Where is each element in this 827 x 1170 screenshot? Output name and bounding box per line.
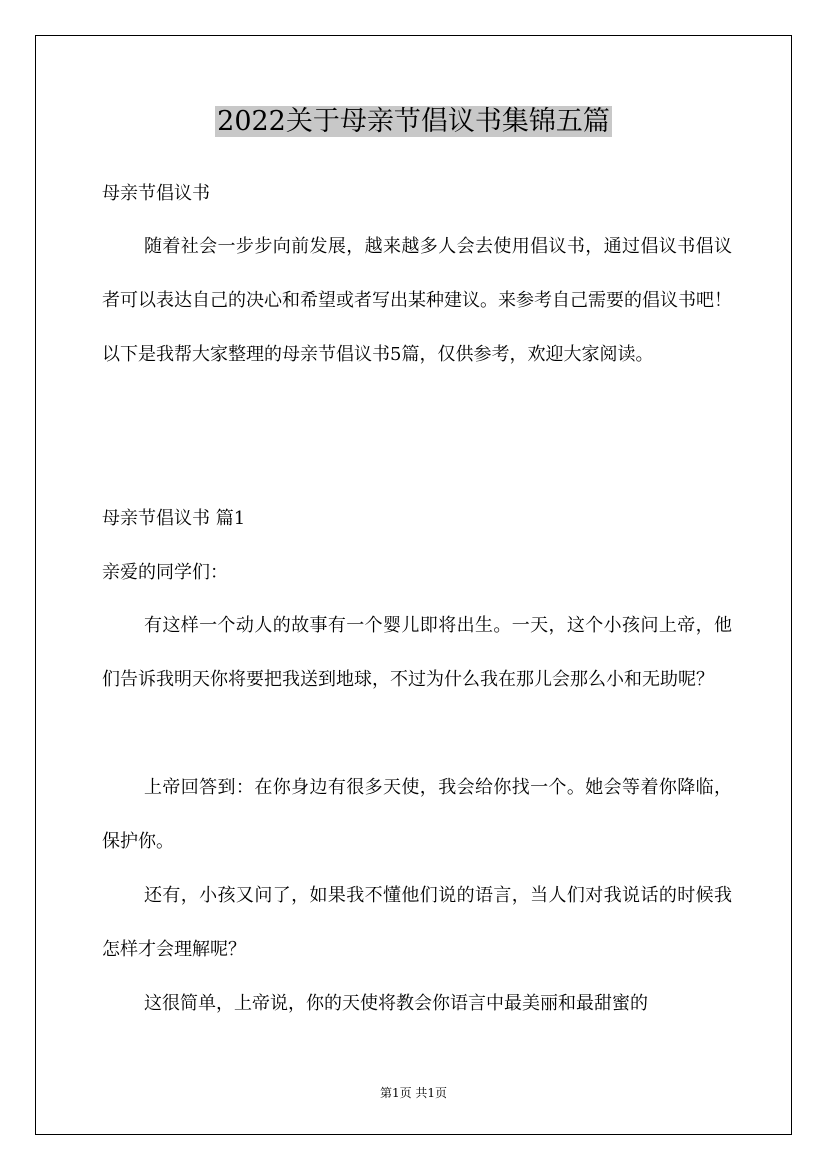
title-text: 2022关于母亲节倡议书集锦五篇 bbox=[217, 106, 610, 137]
body-paragraph-4: 这很简单，上帝说，你的天使将教会你语言中最美丽和最甜蜜的 bbox=[144, 993, 648, 1014]
page-footer: 第1页 共1页 bbox=[379, 1086, 448, 1100]
body-paragraph-1: 有这样一个动人的故事有一个婴儿即将出生。一天，这个小孩问上帝，他们告诉我明天你将要把我送到地球，不过为什么我在那儿会那么小和无助呢？ bbox=[102, 615, 732, 690]
body-paragraph-3: 还有，小孩又问了，如果我不懂他们说的语言，当人们对我说话的时候我怎样才会理解呢？ bbox=[102, 885, 732, 960]
heading: 母亲节倡议书 bbox=[102, 183, 210, 204]
salutation: 亲爱的同学们： bbox=[102, 562, 228, 583]
intro-paragraph: 随着社会一步步向前发展，越来越多人会去使用倡议书，通过倡议书倡议者可以表达自己的决心和希望或者写出某种建议。来参考自己需要的倡议书吧！以下是我帮大家整理的母亲节倡议书5篇，仅供参考，欢迎大家阅读。 bbox=[102, 236, 732, 365]
section-title: 母亲节倡议书 篇1 bbox=[102, 508, 246, 529]
document-title bbox=[0, 104, 827, 140]
body-paragraph-2: 上帝回答到：在你身边有很多天使，我会给你找一个。她会等着你降临，保护你。 bbox=[102, 777, 732, 852]
